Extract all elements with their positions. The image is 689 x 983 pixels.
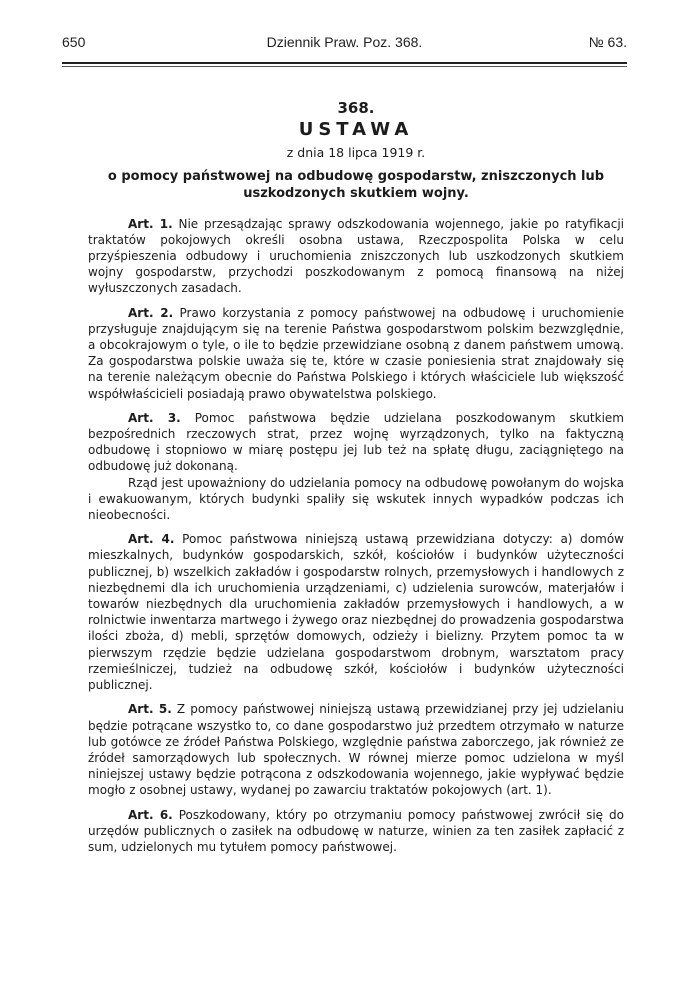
article-label: Art. 2. bbox=[128, 305, 174, 320]
article-label: Art. 3. bbox=[128, 410, 181, 425]
article-paragraph bbox=[88, 305, 624, 402]
page-header bbox=[62, 32, 627, 56]
act-title: o pomocy państwowej na odbudowę gospodarstw, zniszczonych lub uszkodzonych skutkiem wojny. bbox=[107, 168, 605, 201]
article-label: Art. 6. bbox=[128, 807, 173, 822]
article-text: Z pomocy państwowej niniejszą ustawą przewidzianej przy jej udzielaniu będzie potrącane wszystko to, co dane gospodarstwo już przedtem otrzymało w naturze lub gotówce ze źródeł Państwa Polskiego, względnie państwa zaborczego, jak również ze źródeł samorządowych lub społecznych. W równej mierze pomoc udzielona w myśl niniejszej ustawy będzie potrącona z odszkodowania wojennego, jakie wypływać będzie mogło z osobnej ustawy, wydanej po zawarciu traktatów pokojowych (art. 1). bbox=[88, 702, 624, 798]
article-text: Pomoc państwowa będzie udzielana poszkodowanym skutkiem bezpośrednich rzeczowych strat, przez wojnę wyrządzonych, tylko na faktyczną odbudowę i stopniowo w miarę postępu jej lub też na spłatę długu, zaciągniętego na odbudowę już dokonaną. bbox=[88, 410, 624, 474]
issue-number: № 63. bbox=[588, 34, 627, 50]
articles-list bbox=[88, 216, 624, 856]
article-2 bbox=[88, 305, 624, 402]
article-label: Art. 5. bbox=[128, 702, 172, 717]
article-text: Pomoc państwowa niniejszą ustawą przewidziana dotyczy: a) domów mieszkalnych, budynków gospodarskich, szkół, kościołów i budynków użyteczności publicznej, b) wszelkich zakładów i gospodarstw rolnych, przemysłowych i handlowych z niezbędnemi dla ich uruchomienia urządzeniami, c) udzielenia surowców, materjałów i towarów niezbędnych dla uruchomienia zakładów przemysłowych i handlowych, a w rolnictwie inwentarza martwego i żywego oraz niezbędnej do prowadzenia gospodarstwa ilości zboża, d) mebli, sprzętów domowych, odzieży i bielizny. Przytem pomoc ta w pierwszym rzędzie będzie udzielana gospodarstwom drobnym, warsztatom pracy rzemieślniczej, tudzież na odbudowę szkół, kościołów i budynków użyteczności publicznej. bbox=[88, 532, 624, 693]
article-text: Prawo korzystania z pomocy państwowej na odbudowę i uruchomienie przysługuje znajdującym się na terenie Państwa gospodarstwom polskim bezwzględnie, a obcokrajowym o tyle, o ile to będzie przewidziane osobną z danem państwem umową. Za gospodarstwa polskie uważa się te, które w czasie poniesienia strat znajdowały się na terenie należącym obecnie do Państwa Polskiego i których właściciele lub większość współwłaścicieli posiadają prawo obywatelstwa polskiego. bbox=[88, 305, 624, 401]
article-3 bbox=[88, 410, 624, 523]
article-text: Nie przesądzając sprawy odszkodowania wojennego, jakie po ratyfikacji traktatów pokojowych określi osobna ustawa, Rzeczpospolita Polska w celu przyśpieszenia odbudowy i uruchomienia zniszczonych lub uszkodzonych skutkiem wojny gospodarstw, przychodzi poszkodowanym z pomocą finansową na niżej wyłuszczonych zasadach. bbox=[88, 216, 624, 296]
article-text: Rząd jest upoważniony do udzielania pomocy na odbudowę powołanym do wojska i ewakuowanym, których budynki spaliły się wskutek innych wypadków podczas ich nieobecności. bbox=[88, 475, 624, 523]
article-paragraph bbox=[88, 475, 624, 524]
article-paragraph bbox=[88, 216, 624, 297]
document-body bbox=[88, 100, 624, 863]
article-paragraph bbox=[88, 410, 624, 475]
publication-reference: Dziennik Praw. Poz. 368. bbox=[266, 34, 423, 50]
article-5 bbox=[88, 701, 624, 798]
article-4 bbox=[88, 531, 624, 693]
act-type-heading: USTAWA bbox=[298, 119, 414, 141]
article-6 bbox=[88, 807, 624, 856]
article-paragraph bbox=[88, 807, 624, 856]
header-rule-thin bbox=[62, 66, 627, 67]
header-rule-thick bbox=[62, 62, 627, 64]
page-number: 650 bbox=[62, 34, 86, 50]
article-1 bbox=[88, 216, 624, 297]
article-label: Art. 4. bbox=[128, 532, 175, 547]
article-paragraph bbox=[88, 531, 624, 693]
article-text: Poszkodowany, który po otrzymaniu pomocy państwowej zwrócił się do urzędów publicznych o zasiłek na odbudowę w naturze, winien za ten zasiłek zapłacić z sum, udzielonych mu tytułem pomocy państwowej. bbox=[88, 807, 624, 854]
article-paragraph bbox=[88, 701, 624, 798]
act-date: z dnia 18 lipca 1919 r. bbox=[286, 145, 426, 161]
article-label: Art. 1. bbox=[128, 216, 173, 231]
act-number: 368. bbox=[337, 99, 375, 117]
